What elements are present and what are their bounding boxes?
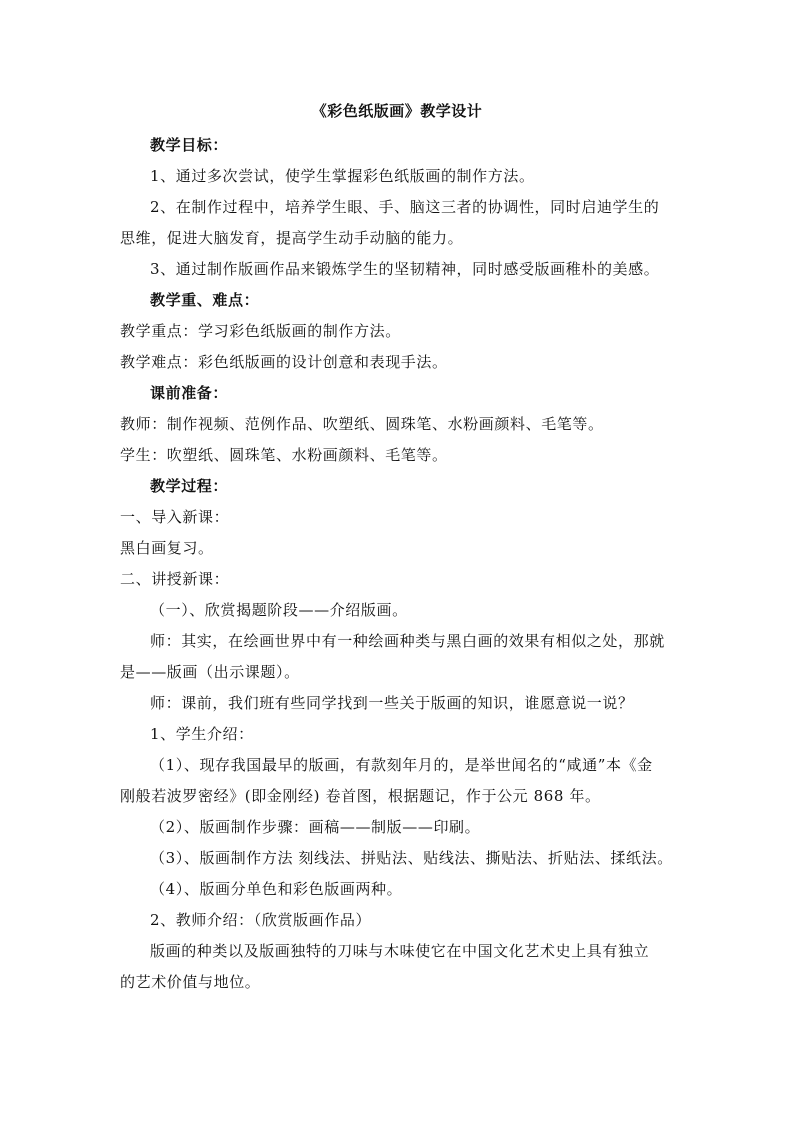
heading-teaching-process: 教学过程： (150, 477, 229, 495)
heading-teaching-objectives: 教学目标： (150, 136, 229, 154)
teacher-speech-1-part-1: 师：其实，在绘画世界中有一种绘画种类与黑白画的效果有相似之处，那就 (150, 632, 665, 650)
teacher-intro-heading: 2、教师介绍：（欣赏版画作品） (150, 911, 372, 929)
student-intro-3: （3）、版画制作方法 刻线法、拼贴法、贴线法、撕贴法、折贴法、揉纸法。 (150, 849, 673, 867)
objective-2-part-1: 2、在制作过程中，培养学生眼、手、脑这三者的协调性，同时启迪学生的 (150, 198, 660, 216)
difficult-point: 教学难点：彩色纸版画的设计创意和表现手法。 (120, 353, 448, 371)
objective-3: 3、通过制作版画作品来锻炼学生的坚韧精神，同时感受版画稚朴的美感。 (150, 260, 660, 278)
document-title: 《彩色纸版画》教学设计 (311, 102, 483, 120)
teacher-intro-text-part-1: 版画的种类以及版画独特的刀味与木味使它在中国文化艺术史上具有独立 (150, 942, 650, 960)
key-point: 教学重点：学习彩色纸版画的制作方法。 (120, 322, 401, 340)
student-intro-1-part-2: 刚般若波罗密经》(即金刚经) 卷首图，根据题记，作于公元 868 年。 (120, 787, 601, 805)
student-intro-4: （4）、版画分单色和彩色版画两种。 (150, 880, 403, 898)
teacher-speech-1-part-2: 是——版画（出示课题）。 (120, 663, 300, 681)
student-materials: 学生：吹塑纸、圆珠笔、水粉画颜料、毛笔等。 (120, 446, 448, 464)
student-intro-2: （2）、版画制作步骤：画稿——制版——印刷。 (150, 818, 481, 836)
teacher-speech-2: 师：课前，我们班有些同学找到一些关于版画的知识，谁愿意说一说？ (150, 694, 634, 712)
intro-review: 黑白画复习。 (120, 539, 214, 557)
teacher-intro-text-part-2: 的艺术价值与地位。 (120, 973, 261, 991)
objective-1: 1、通过多次尝试，使学生掌握彩色纸版画的制作方法。 (150, 167, 535, 185)
heading-key-difficult-points: 教学重、难点： (150, 291, 260, 309)
teacher-materials: 教师：制作视频、范例作品、吹塑纸、圆珠笔、水粉画颜料、毛笔等。 (120, 415, 604, 433)
section-intro: 一、导入新课： (120, 508, 230, 526)
stage-appreciation: （一）、欣赏揭题阶段——介绍版画。 (150, 601, 408, 619)
section-new-lesson: 二、讲授新课： (120, 570, 230, 588)
objective-2-part-2: 思维，促进大脑发育，提高学生动手动脑的能力。 (120, 229, 464, 247)
student-intro-1-part-1: （1）、现存我国最早的版画，有款刻年月的，是举世闻名的“咸通”本《金 (150, 756, 653, 774)
student-intro-heading: 1、学生介绍： (150, 725, 254, 743)
heading-preparation: 课前准备： (150, 384, 229, 402)
